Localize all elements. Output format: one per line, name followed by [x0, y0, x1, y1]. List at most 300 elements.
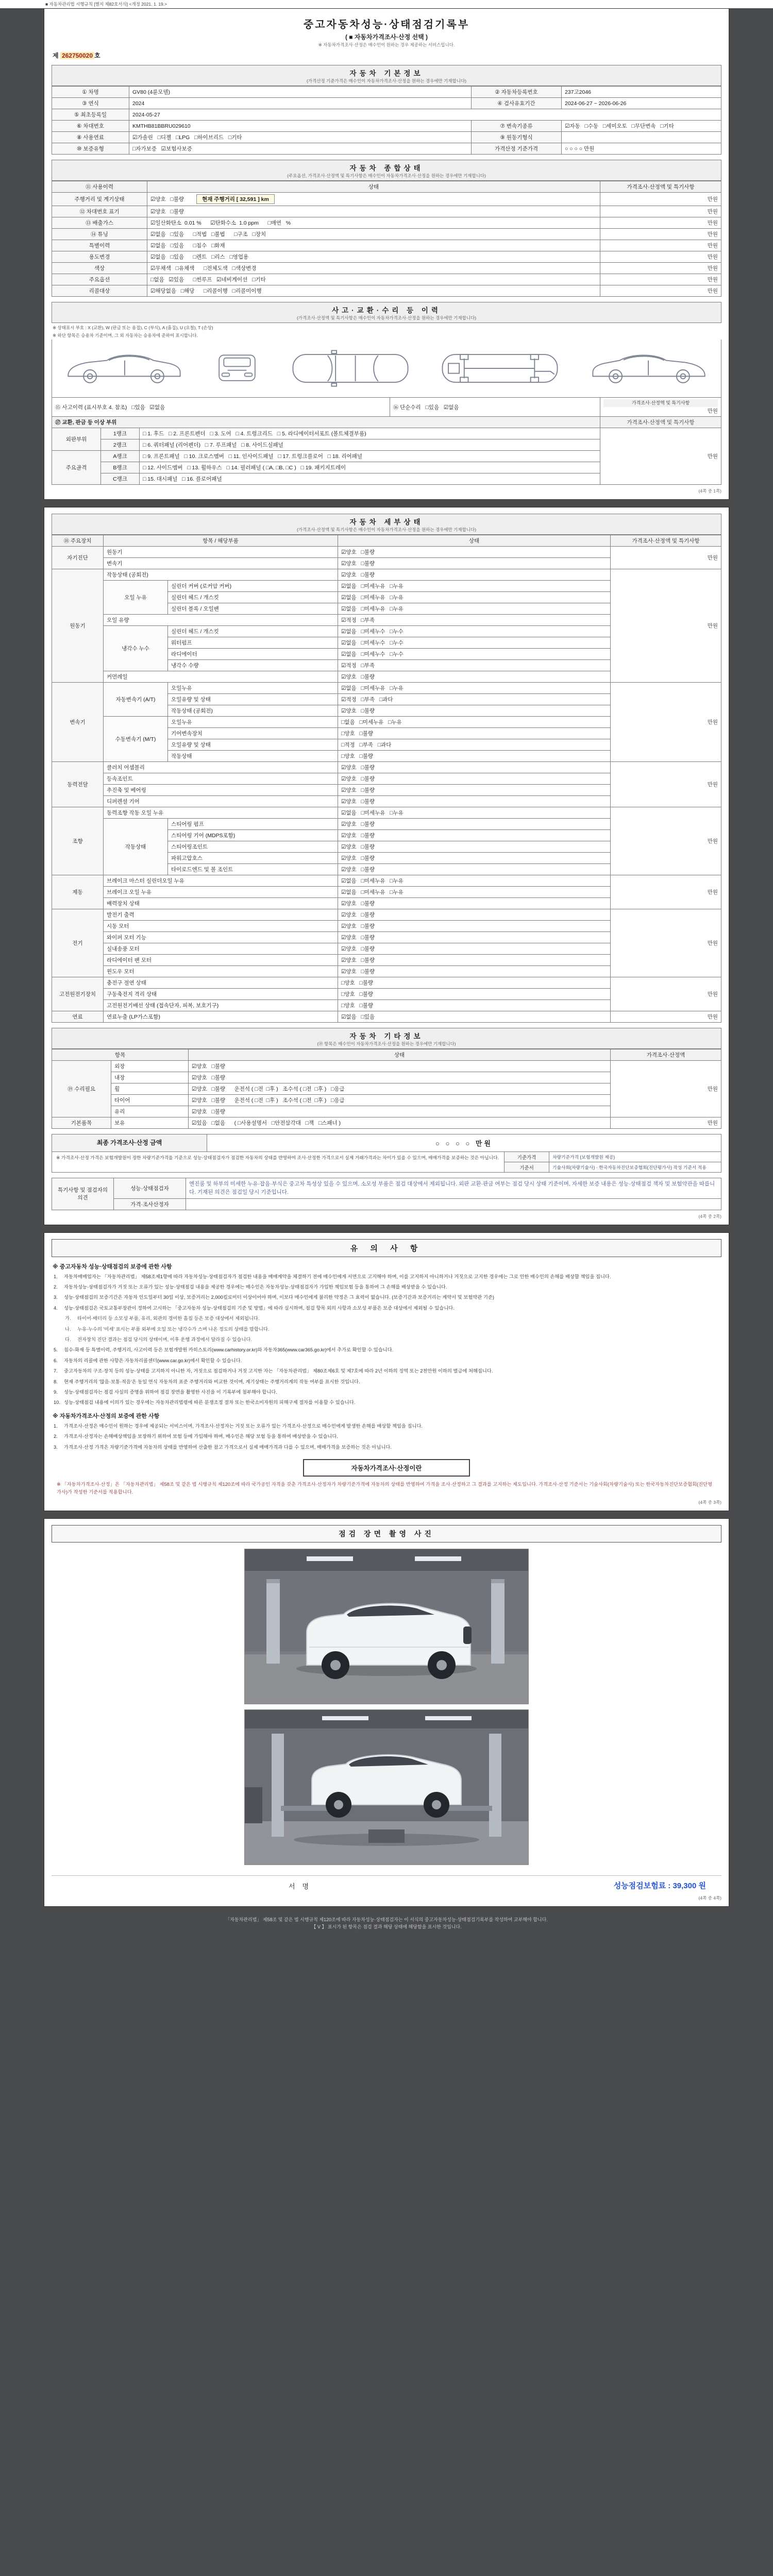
state-checkbox-group[interactable]: ☑양호 □불량 — [338, 796, 611, 807]
rank-label: 2랭크 — [101, 439, 140, 451]
basis-row — [505, 1152, 721, 1162]
item-label: 브레이크 마스터 실린더오일 누유 — [104, 875, 338, 887]
amount-field[interactable]: 만원 — [611, 683, 721, 762]
state-checkbox-group[interactable]: □양호 □불량 — [338, 977, 611, 989]
rank-label: C랭크 — [101, 473, 140, 485]
inspection-photo-1 — [244, 1549, 529, 1704]
item-label: 발전기 출력 — [104, 909, 338, 921]
state-checkbox-group[interactable] — [147, 274, 600, 285]
section-comprehensive — [52, 160, 721, 181]
notice-item — [54, 1294, 719, 1301]
amount-field[interactable]: 만원 — [611, 977, 721, 1011]
state-checkbox-group[interactable]: ☑양호 □불량 — [338, 671, 611, 683]
price-survey-option[interactable]: ( ■ 자동차가격조사·산정 선택 ) — [345, 33, 428, 41]
amount-field[interactable]: 만원 — [600, 274, 721, 285]
notice-text: 전자장치 진단 결과는 점검 당시의 상태이며, 이후 운행 과정에서 달라질 수 있습니다. — [77, 1336, 252, 1342]
exchange-title: ⑰ 교환, 판금 등 이상 부위 — [52, 417, 600, 428]
rank-label: B랭크 — [101, 462, 140, 473]
basis-row — [505, 1162, 721, 1172]
notice-number: 6. — [54, 1358, 58, 1363]
state-checkbox-group[interactable]: ☑양호 □불량 운전석 ( □전 □후 ) 조수석 ( □전 □후 ) □응급 — [189, 1095, 611, 1106]
amount-field[interactable]: 만원 — [600, 193, 721, 206]
table-row — [52, 274, 721, 285]
inspection-photo-2 — [244, 1709, 529, 1865]
notice-item — [54, 1283, 719, 1291]
page-marker: (4쪽 중 1쪽) — [698, 488, 721, 494]
device-label: 자기진단 — [52, 547, 104, 569]
exchange-amount-field[interactable]: 만원 — [600, 428, 721, 485]
state-checkbox-group[interactable]: ☑양호 □불량 — [189, 1061, 611, 1072]
state-checkbox-group[interactable]: ☑양호 □불량 — [338, 547, 611, 558]
state-header: 상태 — [147, 181, 600, 193]
vin-label: ⑥ 차대번호 — [52, 121, 129, 132]
state-text: ☑없음 □있음 □침수 □화재 — [150, 243, 225, 249]
state-checkbox-group[interactable]: □양호 □불량 — [338, 989, 611, 1000]
panel-checkbox-group[interactable]: □ 1. 후드 □ 2. 프론트펜더 □ 3. 도어 □ 4. 트렁크리드 □ 5. 라디에이터서포트 (볼트체결부품) — [140, 428, 600, 439]
item-label: 워터펌프 — [168, 637, 338, 649]
item-label: 스티어링조인트 — [168, 841, 338, 853]
panel-checkbox-group[interactable]: □ 6. 쿼터패널 (리어펜더) □ 7. 루프패널 □ 8. 사이드실패널 — [140, 439, 600, 451]
row-label: ⑫ 차대번호 표기 — [52, 206, 147, 217]
state-checkbox-group[interactable] — [147, 229, 600, 240]
section-accident — [52, 302, 721, 323]
item-label: 배력장치 상태 — [104, 898, 338, 909]
amount-field[interactable]: 만원 — [611, 909, 721, 977]
state-code-legend2: ※ 하단 항목은 승용차 기준이며, 그 외 자동차는 승용차에 준하여 표시합니다. — [53, 333, 198, 338]
table-row — [52, 683, 721, 694]
state-checkbox-group[interactable]: ☑적정 □부족 — [338, 615, 611, 626]
state-checkbox-group[interactable]: ☑없음 □미세누수 □누수 — [338, 649, 611, 660]
simple-repair-checkbox-group[interactable]: □있음 ☑없음 — [425, 404, 459, 411]
item-label: 유리 — [111, 1106, 189, 1117]
panel-checkbox-group[interactable]: □ 9. 프론트패널 □ 10. 크로스멤버 □ 11. 인사이드패널 □ 17. 트렁크플로어 □ 18. 리어패널 — [140, 451, 600, 462]
amount-field[interactable]: 만원 — [611, 547, 721, 569]
notice-number: 3. — [54, 1295, 58, 1300]
state-checkbox-group[interactable] — [147, 217, 600, 229]
notice-text: 침수·화재 등 특별이력, 주행거리, 사고이력 등은 보험개발원 카히스토리(www.carhistory.or.kr)와 자동차365(www.car365.go.kr)에서 추가로 확인할 수 있습니다. — [64, 1347, 394, 1353]
car-name-label: ① 차명 — [52, 87, 129, 98]
doc-number-prefix: 제 — [53, 52, 59, 59]
notice-text: 성능·상태점검자는 점검 사실의 증명을 위하여 점검 장면을 촬영한 사진을 이 기록부에 첨부해야 합니다. — [64, 1389, 277, 1395]
state-checkbox-group[interactable]: ☑없음 □미세누유 □누유 — [338, 887, 611, 898]
item-label: 윈도우 모터 — [104, 966, 338, 977]
item-header: 항목 — [52, 1049, 189, 1061]
doc-number — [53, 51, 721, 60]
state-checkbox-group[interactable]: □양호 □불량 — [338, 751, 611, 762]
state-checkbox-group[interactable]: ☑양호 □불량 — [338, 558, 611, 569]
state-checkbox-group[interactable]: ☑없음 □미세누유 □누유 — [338, 875, 611, 887]
device-label: ⑲ 수리필요 — [52, 1061, 111, 1117]
notice-number: 나. — [65, 1326, 71, 1332]
year-value: 2024 — [129, 98, 472, 109]
price-survey-definition-box: 자동차가격조사·산정이란 — [303, 1459, 470, 1477]
accident-amount-field[interactable]: 만원 — [707, 408, 718, 414]
table-row — [52, 285, 721, 297]
item-label: 타이로드엔드 및 볼 조인트 — [168, 864, 338, 875]
item-label: 충전구 절연 상태 — [104, 977, 338, 989]
notice-item — [54, 1399, 719, 1406]
outer-panel-group-label: 외판부위 — [52, 428, 101, 451]
section-detail — [52, 514, 721, 535]
year-label: ③ 연식 — [52, 98, 129, 109]
state-checkbox-group[interactable] — [147, 240, 600, 251]
item-label: 디퍼렌셜 기어 — [104, 796, 338, 807]
appraiser-opinion — [186, 1198, 721, 1210]
state-checkbox-group[interactable]: ☑양호 □불량 — [338, 909, 611, 921]
state-checkbox-group[interactable]: ☑양호 □불량 — [338, 762, 611, 773]
amount-field[interactable]: 만원 — [611, 1117, 721, 1129]
state-text: ☑해당없음 □해당 □리콜이행 □리콜미이행 — [150, 288, 262, 294]
state-text: ☑무채색 □유채색 □전체도색 □색상변경 — [150, 265, 257, 272]
notice-text: 누유·누수의 '미세' 표시는 부품 외부에 오일 또는 냉각수가 스며 나온 정도의 상태를 말합니다. — [77, 1326, 270, 1332]
amount-field[interactable]: 만원 — [600, 285, 721, 297]
state-checkbox-group[interactable]: □양호 □불량 — [338, 728, 611, 739]
sub-group-label: 자동변속기 (A/T) — [104, 683, 168, 717]
table-row — [52, 1117, 721, 1129]
state-checkbox-group[interactable]: ☑양호 □불량 — [338, 773, 611, 785]
state-checkbox-group[interactable]: ☑양호 □불량 — [338, 841, 611, 853]
state-checkbox-group[interactable]: ☑적정 □부족 □과다 — [338, 694, 611, 705]
state-code-legend: ※ 상태표시 부호 : X (교환), W (판금 또는 용접), C (부식), A (흠집), U (요철), T (손상) — [53, 325, 213, 330]
state-checkbox-group[interactable]: ☑양호 □불량 — [338, 864, 611, 875]
amount-field[interactable]: 만원 — [611, 875, 721, 909]
signature-field[interactable]: 서명 — [289, 1882, 316, 1890]
amount-field[interactable]: 만원 — [611, 1011, 721, 1023]
detail-table — [52, 535, 721, 1023]
item-label: 작동상태 (공회전) — [168, 705, 338, 717]
vin-value: KMTHB81BBRU029610 — [129, 121, 472, 132]
amount-field[interactable]: 만원 — [600, 240, 721, 251]
section-basic-note: (가격산정 기준가격은 매수인이 자동차가격조사·산정을 원하는 경우에만 기재합니다) — [306, 78, 467, 83]
item-label: 실린더 커버 (로커암 커버) — [168, 581, 338, 592]
state-checkbox-group[interactable]: □양호 □불량 — [338, 1000, 611, 1011]
state-checkbox-group[interactable]: ☑양호 □불량 — [338, 830, 611, 841]
item-label: 브레이크 오일 누유 — [104, 887, 338, 898]
item-label: 실린더 헤드 / 개스킷 — [168, 592, 338, 603]
table-row — [52, 875, 721, 887]
state-text: ☑일산화탄소 0.01 % ☑탄화수소 1.0 ppm □매연 % — [150, 220, 291, 226]
basis-value: 차량기준가격 (보험개발원 제공) — [552, 1155, 615, 1160]
usage-header: ⑪ 사용이력 — [52, 181, 147, 193]
photos-title: 점검 장면 촬영 사진 — [52, 1525, 721, 1543]
table-row — [52, 251, 721, 263]
device-label: 연료 — [52, 1011, 104, 1023]
notice-item — [65, 1315, 719, 1322]
notice-text: 가격조사·산정자는 손해배상책임을 보장하기 위하여 보험 등에 가입해야 하며, 매수인은 해당 보험 등을 통하여 배상받을 수 있습니다. — [64, 1434, 338, 1439]
amount-field[interactable]: 만원 — [611, 807, 721, 875]
row-label: 주행거리 및 계기상태 — [52, 193, 147, 206]
table-row — [52, 229, 721, 240]
item-label: 클러치 어셈블리 — [104, 762, 338, 773]
notice-number: 다. — [65, 1336, 71, 1342]
device-label: 조향 — [52, 807, 104, 875]
notice-number: 10. — [54, 1400, 60, 1405]
opinions-title: 특기사항 및 점검자의 의견 — [52, 1178, 114, 1210]
state-checkbox-group[interactable]: ☑없음 □미세누유 □누유 — [338, 581, 611, 592]
table-header-row — [52, 1049, 721, 1061]
state-checkbox-group[interactable]: ☑양호 □불량 — [189, 1072, 611, 1083]
amount-field[interactable]: 만원 — [600, 229, 721, 240]
state-checkbox-group[interactable] — [147, 193, 600, 206]
item-label: 오일유량 및 상태 — [168, 694, 338, 705]
section-detail-title: 자동차 세부상태 — [349, 518, 424, 526]
section-other — [52, 1028, 721, 1049]
base-price-label: 가격산정 기준가격 — [472, 143, 562, 155]
transmission-checkbox-group[interactable]: ☑자동 □수동 □세미오토 □무단변속 □기타 — [562, 121, 721, 132]
notice-item — [54, 1273, 719, 1280]
table-header-row — [52, 417, 721, 428]
state-checkbox-group[interactable]: ☑없음 □미세누유 □누유 — [338, 807, 611, 819]
notice-item — [54, 1367, 719, 1375]
state-checkbox-group[interactable]: ☑양호 □불량 — [338, 705, 611, 717]
notice-item — [54, 1346, 719, 1353]
other-table-body — [52, 1061, 721, 1129]
rank-label: 1랭크 — [101, 428, 140, 439]
device-label: 원동기 — [52, 569, 104, 683]
device-header: ⑱ 주요장치 — [52, 535, 104, 547]
device-label: 기본품목 — [52, 1117, 111, 1129]
car-name-value: GV80 (4륜모델) — [129, 87, 472, 98]
section-other-title: 자동차 기타정보 — [349, 1032, 424, 1040]
accident-amount-cell[interactable] — [600, 398, 721, 417]
item-label: 외장 — [111, 1061, 189, 1072]
sub-group-label: 오일 누유 — [104, 581, 168, 615]
page-marker: (4쪽 중 2쪽) — [698, 1213, 721, 1219]
base-price-value[interactable]: ○ ○ ○ ○ 만원 — [562, 143, 721, 155]
table-row — [52, 428, 721, 439]
notice-number: 5. — [54, 1347, 58, 1353]
accident-history-cell[interactable] — [52, 398, 390, 417]
table-row — [52, 87, 721, 98]
state-checkbox-group[interactable]: ☑없음 □미세누수 □누수 — [338, 626, 611, 637]
state-checkbox-group[interactable]: ☑양호 □불량 — [338, 569, 611, 581]
row-label: ⑬ 배출가스 — [52, 217, 147, 229]
item-header: 항목 / 해당부품 — [104, 535, 338, 547]
amount-field[interactable]: 만원 — [600, 263, 721, 274]
table-row — [52, 1178, 721, 1199]
device-label: 변속기 — [52, 683, 104, 762]
amount-field[interactable]: 만원 — [611, 762, 721, 807]
state-checkbox-group[interactable]: ☑양호 □불량 — [189, 1106, 611, 1117]
final-price-value[interactable]: ○ ○ ○ ○ 만원 — [435, 1140, 493, 1147]
notice-number: 1. — [54, 1274, 58, 1279]
notice-text: 현재 주행거리의 '많음·보통·적음'은 동일 연식 자동차의 표준 주행거리와 비교한 것이며, 계기상태는 주행거리계의 작동 여부를 표시한 것입니다. — [64, 1379, 360, 1384]
notice-item — [54, 1357, 719, 1364]
row-label: 특별이력 — [52, 240, 147, 251]
amount-header: 가격조사·산정액 및 특기사항 — [611, 535, 721, 547]
amount-field[interactable]: 만원 — [600, 206, 721, 217]
legal-footer-line1: 「자동차관리법」 제58조 및 같은 법 시행규칙 제120조에 따라 자동차성능·상태점검자는 이 서식의 중고자동차성능·상태점검기록부를 작성하여 교부해야 합니다. — [225, 1917, 548, 1922]
item-label: 내장 — [111, 1072, 189, 1083]
state-checkbox-group[interactable]: ☑양호 □불량 운전석 ( □전 □후 ) 조수석 ( □전 □후 ) □응급 — [189, 1083, 611, 1095]
amount-field[interactable]: 만원 — [600, 251, 721, 263]
notice-number: 2. — [54, 1284, 58, 1290]
state-text: ☑양호 □불량 — [150, 209, 184, 215]
page-marker: (4쪽 중 4쪽) — [698, 1895, 721, 1901]
notices-title: 유 의 사 항 — [52, 1239, 721, 1257]
amount-field[interactable]: 만원 — [611, 1061, 721, 1117]
table-header-row — [52, 535, 721, 547]
sub-group-label: 수동변속기 (M/T) — [104, 717, 168, 762]
state-checkbox-group[interactable]: ☑없음 □있음 — [338, 1011, 611, 1023]
item-label: 구동축전지 격리 상태 — [104, 989, 338, 1000]
first-reg-value: 2024-05-27 — [129, 109, 721, 121]
state-checkbox-group[interactable]: ☑양호 □불량 — [338, 966, 611, 977]
section-comprehensive-note: (주요옵션, 가격조사·산정액 및 특기사항은 매수인이 자동차가격조사·산정을 원하는 경우에만 기재합니다) — [287, 173, 486, 178]
table-row — [52, 143, 721, 155]
state-checkbox-group[interactable]: ☑없음 □미세누유 □누유 — [338, 592, 611, 603]
panel-checkbox-group[interactable]: □ 12. 사이드멤버 □ 13. 휠하우스 □ 14. 필러패널 ( □A, □B, □C ) □ 19. 패키지트레이 — [140, 462, 600, 473]
state-checkbox-group[interactable] — [147, 206, 600, 217]
state-checkbox-group[interactable]: ☑양호 □불량 — [338, 955, 611, 966]
notice-number: 7. — [54, 1368, 58, 1374]
notice-text: 자동차성능·상태점검자가 거짓 또는 오류가 있는 성능·상태점검 내용을 제공한 경우에는 매수인은 자동차성능·상태점검자가 가입한 책임보험 등을 통하여 그 손해를 배상받을 수 있습니다. — [64, 1284, 447, 1290]
inspection-fee — [614, 1880, 706, 1891]
notice-item — [54, 1422, 719, 1430]
table-header-row — [52, 181, 721, 193]
panel-checkbox-group[interactable]: □ 15. 대시패널 □ 16. 플로어패널 — [140, 473, 600, 485]
state-header: 상태 — [189, 1049, 611, 1061]
item-label: 오일누유 — [168, 717, 338, 728]
section-accident-title: 사고·교환·수리 등 이력 — [332, 307, 441, 314]
sub-group-label: 냉각수 누수 — [104, 626, 168, 671]
state-text: ☑없음 □있음 □렌트 □리스 □영업용 — [150, 254, 249, 260]
table-row — [52, 263, 721, 274]
state-checkbox-group[interactable]: ☑없음 □미세누수 □누수 — [338, 637, 611, 649]
amount-header: 가격조사·산정액 — [611, 1049, 721, 1061]
section-accident-note: (가격조사·산정액 및 특기사항은 매수인이 자동차가격조사·산정을 원하는 경우에만 기재합니다) — [296, 315, 477, 320]
engine-type-label: ⑨ 원동기형식 — [472, 132, 562, 143]
state-checkbox-group[interactable]: ☑양호 □불량 — [338, 898, 611, 909]
item-label: 추진축 및 베어링 — [104, 785, 338, 796]
state-checkbox-group[interactable]: ☑양호 □불량 — [338, 785, 611, 796]
transmission-label: ⑦ 변속기종류 — [472, 121, 562, 132]
car-damage-diagrams[interactable] — [52, 340, 721, 398]
item-label: 등속조인트 — [104, 773, 338, 785]
fee-value: 39,300 원 — [673, 1881, 706, 1890]
row-label: 리콜대상 — [52, 285, 147, 297]
frame-group-label: 주요골격 — [52, 451, 101, 485]
state-checkbox-group[interactable] — [147, 263, 600, 274]
notice-item — [54, 1378, 719, 1385]
table-row — [52, 132, 721, 143]
section-detail-note: (가격조사·산정액 및 특기사항은 매수인이 자동차가격조사·산정을 원하는 경우에만 기재합니다) — [296, 527, 477, 532]
device-label: 제동 — [52, 875, 104, 909]
item-label: 실내송풍 모터 — [104, 943, 338, 955]
row-label: 색상 — [52, 263, 147, 274]
page-2 — [44, 507, 729, 1225]
amount-header: 가격조사·산정액 및 특기사항 — [600, 181, 721, 193]
state-checkbox-group[interactable]: □없음 □미세누유 □누유 — [338, 717, 611, 728]
notice-number: 가. — [65, 1316, 71, 1321]
notice-text: 성능·상태점검은 국토교통부장관이 정하여 고시하는 「중고자동차 성능·상태점검의 기준 및 방법」에 따라 실시하며, 점검 항목 외의 사항과 소모성 부품은 보증 대상에서 제외될 수 있습니다. — [64, 1305, 455, 1311]
accident-history-checkbox-group[interactable]: □있음 ☑없음 — [131, 404, 165, 411]
state-checkbox-group[interactable] — [147, 285, 600, 297]
state-checkbox-group[interactable]: ☑양호 □불량 — [338, 921, 611, 932]
item-label: 실린더 블록 / 오일팬 — [168, 603, 338, 615]
table-row — [52, 1198, 721, 1210]
odometer-value: 현재 주행거리 [ 32,591 ] km — [196, 194, 275, 204]
notice-number: 2. — [54, 1434, 58, 1439]
fuel-checkbox-group[interactable]: ☑가솔린 □디젤 □LPG □하이브리드 □기타 — [129, 132, 472, 143]
table-row — [52, 240, 721, 251]
notice-number: 4. — [54, 1305, 58, 1311]
basis-label: 기준서 — [505, 1162, 549, 1172]
notice-number: 9. — [54, 1389, 58, 1395]
state-checkbox-group[interactable]: ☑없음 □미세누유 □누유 — [338, 603, 611, 615]
legal-footer-line2: 【 V 】 표시가 된 항목은 점검 결과 해당 상태에 해당함을 표시한 것입니다. — [311, 1924, 462, 1930]
other-info-table — [52, 1049, 721, 1129]
notice-item — [54, 1304, 719, 1312]
doc-number-suffix: 호 — [94, 52, 100, 59]
price-notices-subtitle: ※ 자동차가격조사·산정의 보증에 관한 사항 — [53, 1413, 160, 1419]
state-checkbox-group[interactable]: ☑양호 □불량 — [338, 819, 611, 830]
row-label: 용도변경 — [52, 251, 147, 263]
accident-history-label: ⑮ 사고이력 (표시부호 4. 참조) — [55, 404, 127, 411]
fee-label: 성능점검보험료 : — [613, 1881, 671, 1890]
table-row — [52, 569, 721, 581]
state-checkbox-group[interactable]: ☑적정 □부족 — [338, 660, 611, 671]
table-row — [52, 217, 721, 229]
table-row — [52, 193, 721, 206]
notice-text: 자동차매매업자는 「자동차관리법」 제58조제1항에 따라 자동차성능·상태점검자가 점검한 내용을 매매계약을 체결하기 전에 매수인에게 서면으로 고지해야 하며, 이를 고지하지 아니하거나 거짓으로 고지한 경우에는 그로 인한 매수인의 손해를 배상할 책임을 집니다. — [64, 1274, 611, 1279]
amount-field[interactable]: 만원 — [600, 217, 721, 229]
section-basic-title: 자동차 기본정보 — [349, 70, 424, 77]
item-label: 오일 유량 — [104, 615, 338, 626]
state-header: 상태 — [338, 535, 611, 547]
state-checkbox-group[interactable]: ☑있음 □없음 ( □사용설명서 □안전삼각대 □잭 □스패너 ) — [189, 1117, 611, 1129]
notices-list — [52, 1273, 721, 1406]
rank-label: A랭크 — [101, 451, 140, 462]
notice-number: 8. — [54, 1379, 58, 1384]
final-price-row — [52, 1134, 721, 1152]
section-comprehensive-title: 자동차 종합상태 — [349, 164, 424, 172]
table-row — [52, 909, 721, 921]
state-checkbox-group[interactable]: ☑양호 □불량 — [338, 932, 611, 943]
final-price-label: 최종 가격조사·산정 금액 — [52, 1134, 207, 1151]
amount-field[interactable]: 만원 — [611, 569, 721, 683]
row-label: ⑭ 튜닝 — [52, 229, 147, 240]
basic-info-table — [52, 86, 721, 155]
state-checkbox-group[interactable]: ☑없음 □미세누유 □누유 — [338, 683, 611, 694]
engine-type-value — [562, 132, 721, 143]
table-row — [52, 547, 721, 558]
device-label: 전기 — [52, 909, 104, 977]
simple-repair-cell[interactable] — [390, 398, 600, 417]
notice-item — [65, 1336, 719, 1343]
item-label: 스티어링 펌프 — [168, 819, 338, 830]
state-checkbox-group[interactable] — [147, 251, 600, 263]
notice-item — [65, 1326, 719, 1333]
item-label: 오일유량 및 상태 — [168, 739, 338, 751]
comprehensive-table — [52, 181, 721, 297]
state-checkbox-group[interactable]: ☑양호 □불량 — [338, 853, 611, 864]
table-row — [52, 807, 721, 819]
legal-footer — [0, 1914, 773, 1940]
item-label: 작동상태 (공회전) — [104, 569, 338, 581]
price-notices-list — [52, 1422, 721, 1451]
page-marker: (4쪽 중 3쪽) — [698, 1499, 721, 1505]
state-checkbox-group[interactable]: □적정 □부족 □과다 — [338, 739, 611, 751]
warranty-checkbox-group[interactable]: □자가보증 ☑보험사보증 — [129, 143, 472, 155]
notice-item — [54, 1388, 719, 1396]
table-row — [52, 206, 721, 217]
state-checkbox-group[interactable]: ☑양호 □불량 — [338, 943, 611, 955]
inspection-label: ④ 검사유효기간 — [472, 98, 562, 109]
table-row — [52, 121, 721, 132]
table-row — [52, 98, 721, 109]
state-text: ☑없음 □있음 □적법 □불법 □구조 □장치 — [150, 231, 266, 238]
